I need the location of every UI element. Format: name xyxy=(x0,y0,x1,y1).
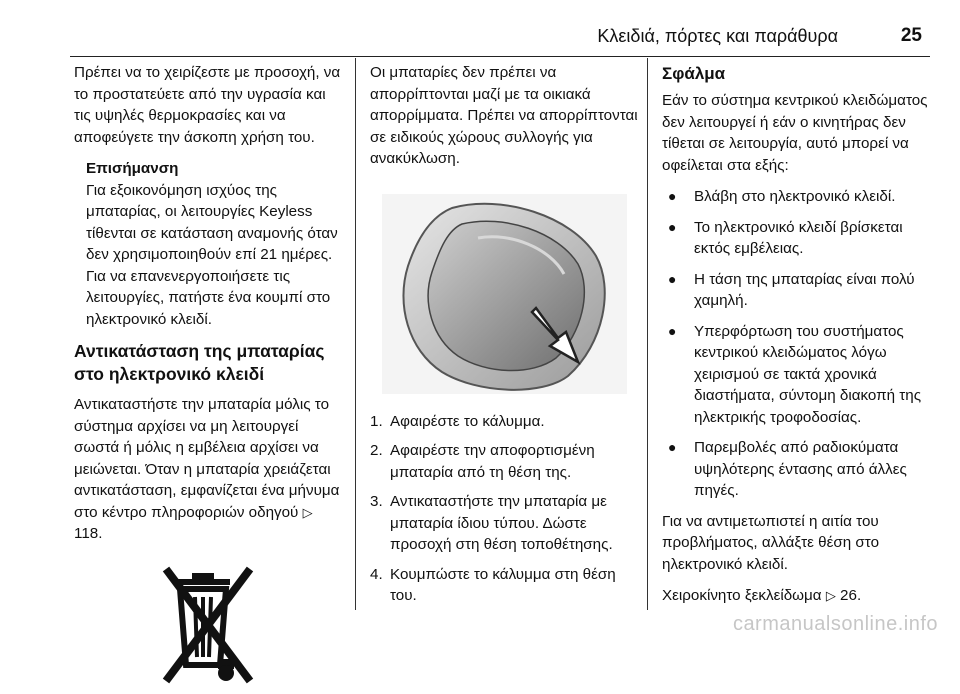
battery-replacement-heading: Αντικατάσταση της μπαταρίας στο ηλεκτρονικό κλειδί xyxy=(74,341,325,384)
page-header xyxy=(70,26,930,57)
page-reference-link[interactable]: 26. xyxy=(840,587,862,604)
note-block xyxy=(86,158,342,330)
page-ref-arrow-icon: ▷ xyxy=(825,588,836,603)
fault-heading: Σφάλμα xyxy=(662,64,726,83)
list-item: ● Το ηλεκτρονικό κλειδί βρίσκεται εκτός εμβέλειας. xyxy=(662,217,932,260)
bullet-icon: ● xyxy=(668,218,677,235)
disposal-paragraph: Οι μπαταρίες δεν πρέπει να απορρίπτονται μαζί με τα οικιακά απορρίμματα. Πρέπει να απορρίπτονται σε ειδικούς χώρους συλλογής για ανακύκλωση. xyxy=(370,64,638,167)
electronic-key-illustration xyxy=(382,194,627,394)
list-item: 4. Κουμπώστε το κάλυμμα στη θέση του. xyxy=(370,565,616,604)
crossed-bin-icon xyxy=(162,565,258,689)
column-right xyxy=(662,62,932,617)
fault-intro: Εάν το σύστημα κεντρικού κλειδώματος δεν λειτουργεί ή εάν ο κινητήρας δεν τίθεται σε λειτουργία, αυτό μπορεί να οφείλεται στα εξής: xyxy=(662,92,928,174)
page-ref-arrow-icon: ▷ xyxy=(302,504,313,520)
column-left xyxy=(74,62,342,694)
bullet-icon: ● xyxy=(668,322,677,339)
bullet-icon: ● xyxy=(668,188,677,204)
handling-paragraph: Πρέπει να το χειρίζεστε με προσοχή, να το προστατεύετε από την υγρασία και τις υψηλές θερμοκρασίες και να αποφεύγετε την άσκοπη χρήση του. xyxy=(74,64,341,146)
list-item: ● Βλάβη στο ηλεκτρονικό κλειδί. xyxy=(662,186,932,208)
column-divider xyxy=(647,58,648,610)
column-divider xyxy=(355,58,356,610)
bullet-icon: ● xyxy=(668,439,677,455)
manual-unlock-text: Χειροκίνητο ξεκλείδωμα xyxy=(662,587,822,604)
list-item: 1. Αφαιρέστε το κάλυμμα. xyxy=(370,412,545,430)
manual-unlock-reference xyxy=(662,585,932,607)
section-title: Κλειδιά, πόρτες και παράθυρα xyxy=(597,26,838,46)
column-middle xyxy=(370,62,638,615)
page-reference-link[interactable]: 118. xyxy=(74,525,103,542)
list-item: ● Υπερφόρτωση του συστήματος κεντρικού κλειδώματος λόγω χειρισμού σε τακτά χρονικά διαστήματα, σύντομη διακοπή της ηλεκτρικής τροφοδοσίας. xyxy=(662,321,932,429)
watermark: carmanualsonline.info xyxy=(732,613,938,635)
note-title: Επισήμανση xyxy=(86,160,179,177)
replacement-steps xyxy=(370,411,638,607)
fault-causes-list xyxy=(662,186,932,502)
list-item: ● Η τάση της μπαταρίας είναι πολύ χαμηλή. xyxy=(662,269,932,312)
remedy-paragraph: Για να αντιμετωπιστεί η αιτία του προβλήματος, αλλάξτε θέση στο ηλεκτρονικό κλειδί. xyxy=(662,512,880,573)
note-text: Για εξοικονόμηση ισχύος της μπαταρίας, οι λειτουργίες Keyless τίθενται σε κατάσταση αναμονής όταν δεν χρησιμοποιηθούν επί 21 ημέρες. Για να επανενεργοποιήσετε τις λειτουργίες, πατήστε ένα κουμπί στο ηλεκτρονικό κλειδί. xyxy=(86,181,338,328)
bullet-icon: ● xyxy=(668,270,677,287)
battery-replacement-paragraph xyxy=(74,394,342,545)
list-item: 2. Αφαιρέστε την αποφορτισμένη μπαταρία από τη θέση της. xyxy=(370,442,595,481)
list-item: 3. Αντικαταστήστε την μπαταρία με μπαταρία ίδιου τύπου. Δώστε προσοχή στη θέση τοποθέτησης. xyxy=(370,493,613,553)
battery-replacement-text: Αντικαταστήστε την μπαταρία μόλις το σύστημα αρχίσει να μη λειτουργεί σωστά ή μόλις η εμβέλεια αρχίσει να μειώνεται. Όταν η μπαταρία χρειάζεται αντικατάσταση, εμφανίζεται ένα μήνυμα στο κέντρο πληροφοριών οδηγού xyxy=(74,396,340,521)
page-number: 25 xyxy=(900,25,922,46)
list-item: ● Παρεμβολές από ραδιοκύματα υψηλότερης έντασης από άλλες πηγές. xyxy=(662,437,932,502)
